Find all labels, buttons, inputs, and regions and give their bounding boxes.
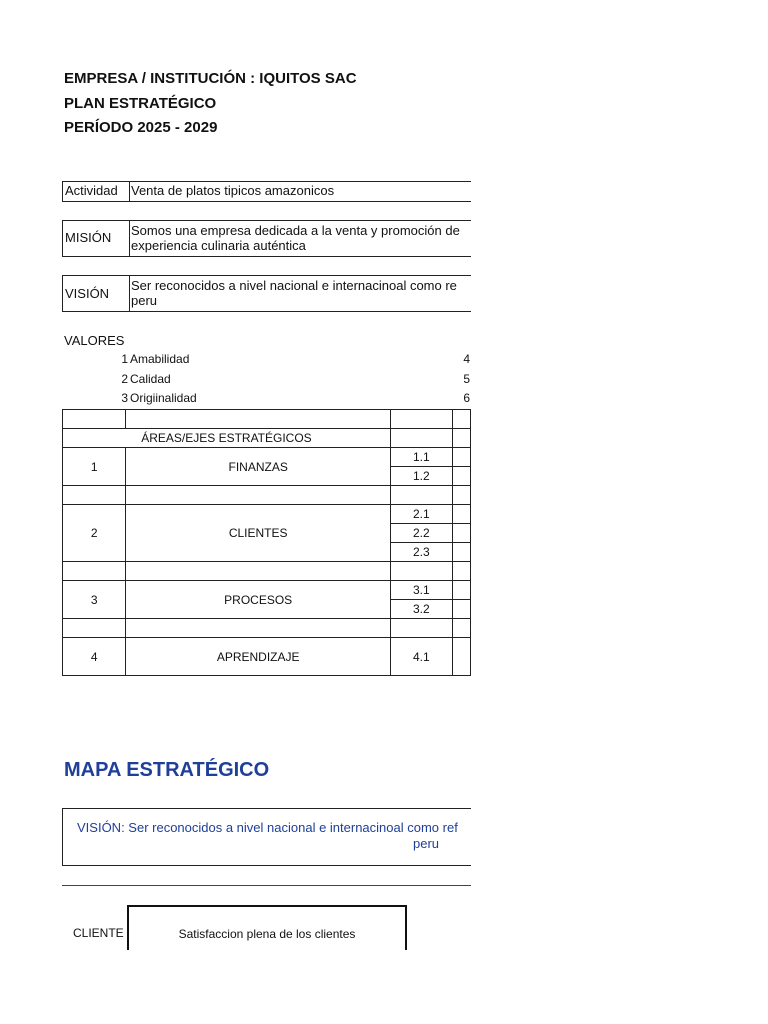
company-title: EMPRESA / INSTITUCIÓN : IQUITOS SAC — [64, 70, 357, 87]
actividad-value: Venta de platos tipicos amazonicos — [131, 183, 335, 198]
table-cell — [63, 410, 126, 429]
mapa-vision-line-1: VISIÓN: Ser reconocidos a nivel nacional e internacinoal como ref — [77, 820, 458, 835]
table-cell — [126, 619, 390, 638]
table-cell — [390, 486, 452, 505]
table-cell — [452, 562, 470, 581]
area-number: 1 — [63, 448, 126, 486]
area-name: PROCESOS — [126, 581, 390, 619]
vision-box — [62, 275, 471, 312]
vision-line-2: peru — [131, 293, 158, 308]
table-cell — [452, 619, 470, 638]
table-cell — [126, 486, 390, 505]
table-row — [63, 619, 471, 638]
areas-table — [62, 409, 471, 676]
table-cell — [390, 562, 452, 581]
area-sub: 4.1 — [390, 638, 452, 676]
area-sub: 1.1 — [390, 448, 452, 467]
area-name: CLIENTES — [126, 505, 390, 562]
actividad-box — [62, 181, 471, 202]
valor-item: Amabilidad — [130, 352, 190, 366]
table-cell — [63, 486, 126, 505]
area-name: FINANZAS — [126, 448, 390, 486]
areas-header: ÁREAS/EJES ESTRATÉGICOS — [63, 429, 391, 448]
vision-line-1: Ser reconocidos a nivel nacional e internacinoal como re — [131, 278, 457, 293]
area-sub: 2.1 — [390, 505, 452, 524]
table-row — [63, 429, 471, 448]
valores-label: VALORES — [64, 333, 125, 348]
table-row — [63, 562, 471, 581]
table-cell — [452, 410, 470, 429]
mapa-title: MAPA ESTRATÉGICO — [64, 759, 270, 781]
table-row — [63, 581, 471, 600]
table-cell — [452, 467, 470, 486]
table-row — [63, 638, 471, 676]
table-cell — [452, 600, 470, 619]
area-number: 3 — [63, 581, 126, 619]
table-cell — [452, 429, 470, 448]
valor-number-right: 5 — [463, 372, 470, 386]
table-cell — [390, 429, 452, 448]
valor-item: Calidad — [130, 372, 171, 386]
table-cell — [452, 524, 470, 543]
table-cell — [452, 543, 470, 562]
table-cell — [126, 410, 390, 429]
area-sub: 1.2 — [390, 467, 452, 486]
mision-label: MISIÓN — [65, 230, 112, 245]
mapa-vision-line-2: peru — [413, 836, 440, 851]
period-title: PERÍODO 2025 - 2029 — [64, 119, 218, 136]
table-cell — [452, 638, 470, 676]
table-cell — [452, 505, 470, 524]
plan-title: PLAN ESTRATÉGICO — [64, 95, 217, 112]
cliente-perspective-label: CLIENTE — [73, 926, 124, 940]
valor-number: 1 — [121, 352, 128, 366]
area-sub: 2.3 — [390, 543, 452, 562]
table-row — [63, 448, 471, 467]
table-row — [63, 410, 471, 429]
mision-line-2: experiencia culinaria auténtica — [131, 238, 306, 253]
area-sub: 3.1 — [390, 581, 452, 600]
area-number: 2 — [63, 505, 126, 562]
mapa-vision-box — [62, 808, 471, 866]
valor-item: Origiinalidad — [130, 391, 197, 405]
cell-divider — [129, 220, 130, 257]
valor-number: 3 — [121, 391, 128, 405]
table-cell — [126, 562, 390, 581]
valor-number: 2 — [121, 372, 128, 386]
actividad-label: Actividad — [65, 183, 118, 198]
mision-line-1: Somos una empresa dedicada a la venta y promoción de — [131, 223, 460, 238]
area-sub: 3.2 — [390, 600, 452, 619]
area-number: 4 — [63, 638, 126, 676]
area-name: APRENDIZAJE — [126, 638, 390, 676]
area-sub: 2.2 — [390, 524, 452, 543]
valor-number-right: 6 — [463, 391, 470, 405]
table-cell — [63, 619, 126, 638]
table-cell — [390, 410, 452, 429]
table-row — [63, 505, 471, 524]
table-cell — [452, 448, 470, 467]
cell-divider — [129, 275, 130, 312]
vision-label: VISIÓN — [65, 286, 110, 301]
table-cell — [63, 562, 126, 581]
valor-number-right: 4 — [463, 352, 470, 366]
cliente-objective-box — [127, 905, 407, 950]
table-cell — [452, 486, 470, 505]
mision-box — [62, 220, 471, 257]
cell-divider — [129, 181, 130, 202]
divider-line — [62, 885, 471, 886]
table-row — [63, 486, 471, 505]
table-cell — [390, 619, 452, 638]
cliente-objective-text: Satisfaccion plena de los clientes — [178, 927, 356, 941]
table-cell — [452, 581, 470, 600]
